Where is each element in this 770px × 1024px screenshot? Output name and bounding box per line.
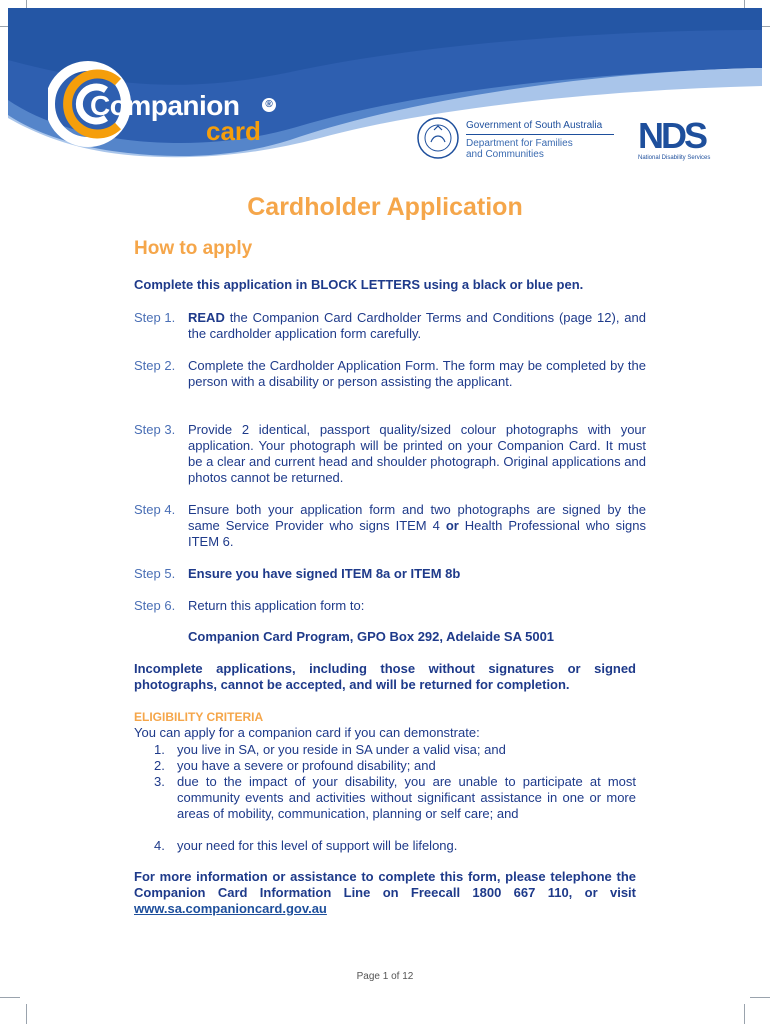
government-sa-logo	[416, 116, 626, 164]
step-label: Step 2.	[134, 358, 176, 373]
crop-mark	[744, 1004, 745, 1024]
step-text: Ensure both your application form and two photographs are signed by the same Service Provider who signs ITEM 4	[188, 502, 646, 533]
item-number: 3.	[154, 774, 165, 789]
step-2	[134, 358, 646, 390]
logo-card-text: card	[206, 116, 261, 146]
item-text: due to the impact of your disability, you are unable to participate at most community events and activities without significant assistance in one or more areas of mobility, communication, planning or self care; and	[177, 774, 636, 821]
step-4	[134, 502, 646, 550]
crop-mark	[26, 1004, 27, 1024]
step-5	[134, 566, 646, 582]
nds-subtitle: National Disability Services	[638, 155, 711, 161]
step-text: Provide 2 identical, passport quality/sized colour photographs with your application. Your photograph will be printed on your Companion Card. It must be a clear and current head and shoulder photograph. Original applications and photos cannot be returned.	[188, 422, 646, 485]
nds-logo	[638, 115, 728, 164]
more-info	[134, 869, 636, 917]
step-label: Step 5.	[134, 566, 176, 581]
step-1	[134, 310, 646, 342]
step-label: Step 3.	[134, 422, 176, 437]
crop-mark	[750, 997, 770, 998]
eligibility-item	[134, 838, 636, 854]
nds-letters: NDS	[638, 115, 706, 156]
step-text: Complete the Cardholder Application Form. The form may be completed by the person with a disability or person assisting the applicant.	[188, 358, 646, 389]
section-heading-how-to-apply: How to apply	[134, 238, 253, 259]
page-title: Cardholder Application	[247, 193, 523, 221]
step-emphasis: or	[445, 518, 459, 533]
page-number: Page 1 of 12	[356, 971, 414, 982]
companion-card-logo	[48, 60, 288, 150]
step-text-cont: Health Professional who signs ITEM 6.	[188, 518, 646, 549]
step-label: Step 1.	[134, 310, 176, 325]
step-emphasis: Ensure you have signed ITEM 8a or ITEM 8b	[188, 566, 461, 581]
logo-wordmark: Companion	[90, 90, 240, 121]
step-text: the Companion Card Cardholder Terms and Conditions (page 12), and the cardholder application form carefully.	[188, 310, 646, 341]
step-emphasis: READ	[188, 310, 225, 325]
eligibility-heading: ELIGIBILITY CRITERIA	[134, 710, 264, 724]
more-info-text: For more information or assistance to complete this form, please telephone the Companion Card Information Line on Freecall 1800 667 110, or visit	[134, 869, 636, 900]
step-label: Step 6.	[134, 598, 176, 613]
incomplete-notice: Incomplete applications, including those without signatures or signed photographs, cannot be accepted, and will be returned for completion.	[134, 661, 636, 692]
gov-divider	[466, 134, 614, 135]
crop-mark	[0, 997, 20, 998]
website-link[interactable]: www.sa.companioncard.gov.au	[134, 901, 327, 916]
eligibility-intro: You can apply for a companion card if you can demonstrate:	[134, 725, 480, 740]
gov-department	[466, 138, 573, 160]
item-text: your need for this level of support will be lifelong.	[177, 838, 458, 853]
step-3	[134, 422, 646, 486]
registered-mark: ®	[262, 98, 276, 112]
gov-department-line1: Department for Families	[466, 138, 573, 149]
step-label: Step 4.	[134, 502, 176, 517]
eligibility-item	[134, 774, 636, 822]
item-number: 2.	[154, 758, 165, 773]
gov-department-line2: and Communities	[466, 149, 544, 160]
step-6	[134, 598, 646, 614]
return-address: Companion Card Program, GPO Box 292, Adelaide SA 5001	[188, 629, 555, 644]
item-number: 1.	[154, 742, 165, 757]
instruction-text: Complete this application in BLOCK LETTERS using a black or blue pen.	[134, 277, 584, 292]
step-text: Return this application form to:	[188, 598, 365, 613]
item-text: you live in SA, or you reside in SA under a valid visa; and	[177, 742, 506, 757]
eligibility-item	[134, 758, 636, 774]
gov-name: Government of South Australia	[466, 120, 603, 131]
eligibility-item	[134, 742, 636, 758]
item-text: you have a severe or profound disability; and	[177, 758, 436, 773]
state-seal-icon	[416, 116, 460, 160]
item-number: 4.	[154, 838, 165, 853]
